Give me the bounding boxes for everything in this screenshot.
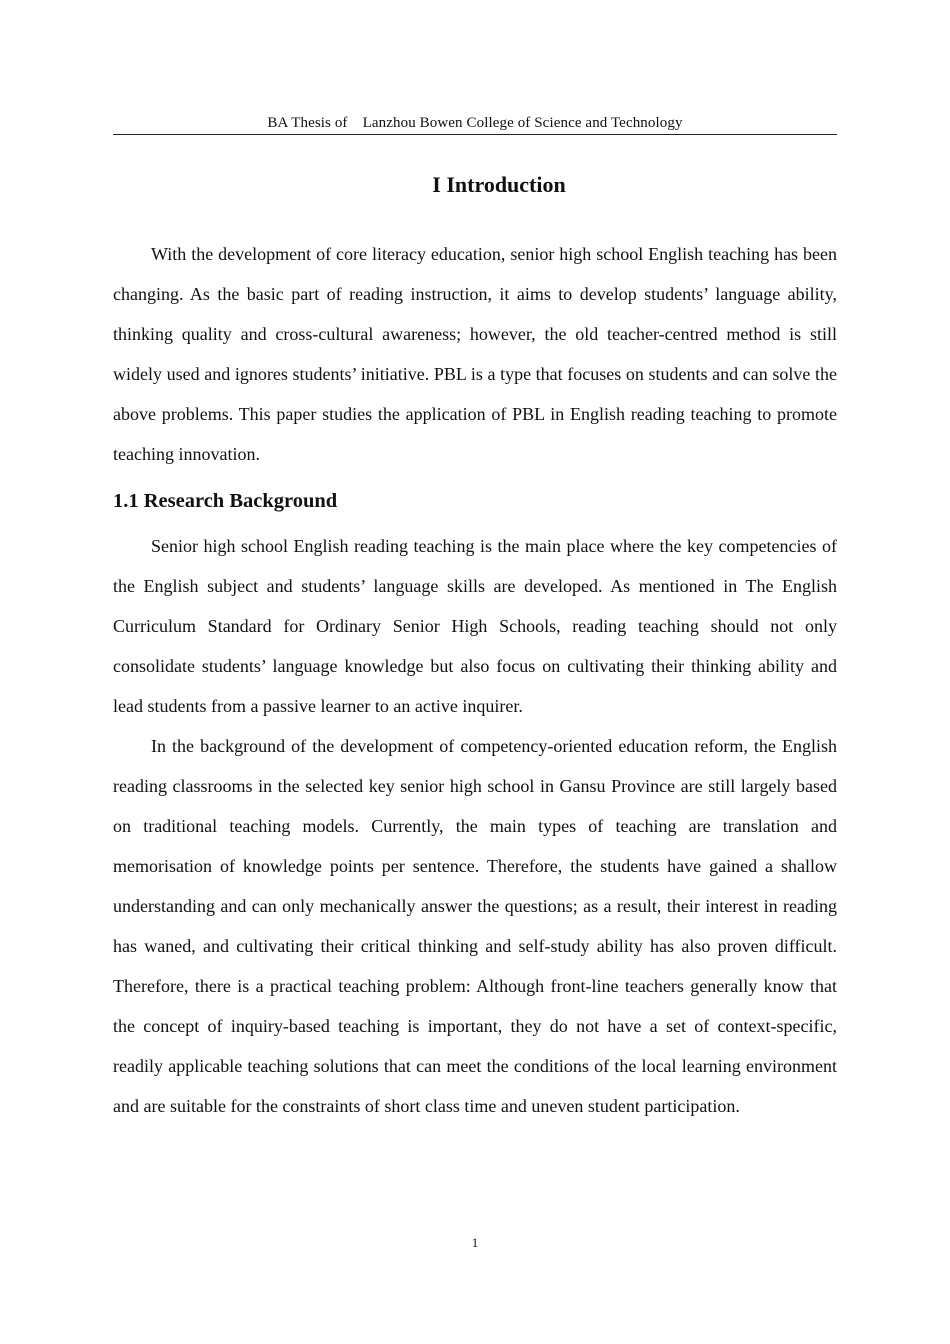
running-header-text: BA Thesis of Lanzhou Bowen College of Science and Technology — [267, 115, 683, 131]
running-header — [113, 112, 837, 135]
intro-paragraph: With the development of core literacy education, senior high school English teaching has been changing. As the basic part of reading instruction, it aims to develop students’ language ability, thinking quality and cross-cultural awareness; however, the old teacher-centred method is still widely used and ignores students’ initiative. PBL is a type that focuses on students and can solve the above problems. This paper studies the application of PBL in English reading teaching to promote teaching innovation. — [113, 244, 837, 464]
introduction-body — [113, 234, 837, 474]
section-heading: 1.1 Research Background — [113, 490, 338, 512]
research-background-body — [113, 526, 837, 1126]
background-paragraph-2: In the background of the development of competency-oriented education reform, the English reading classrooms in the selected key senior high school in Gansu Province are still largely based on traditional teaching models. Currently, the main types of teaching are translation and memorisation of knowledge points per sentence. Therefore, the students have gained a shallow understanding and can only mechanically answer the questions; as a result, their interest in reading has waned, and cultivating their critical thinking and self-study ability has also proven difficult. Therefore, there is a practical teaching problem: Although front-line teachers generally know that the concept of inquiry-based teaching is important, they do not have a set of context-specific, readily applicable teaching solutions that can meet the conditions of the local learning environment and are suitable for the constraints of short class time and uneven student participation. — [113, 736, 837, 1116]
chapter-title: I Introduction — [432, 172, 566, 197]
page-number: 1 — [471, 1235, 479, 1250]
background-paragraph-1: Senior high school English reading teaching is the main place where the key competencies of the English subject and students’ language skills are developed. As mentioned in The English Curriculum Standard for Ordinary Senior High Schools, reading teaching should not only consolidate students’ language knowledge but also focus on cultivating their thinking ability and lead students from a passive learner to an active inquirer. — [113, 536, 837, 716]
